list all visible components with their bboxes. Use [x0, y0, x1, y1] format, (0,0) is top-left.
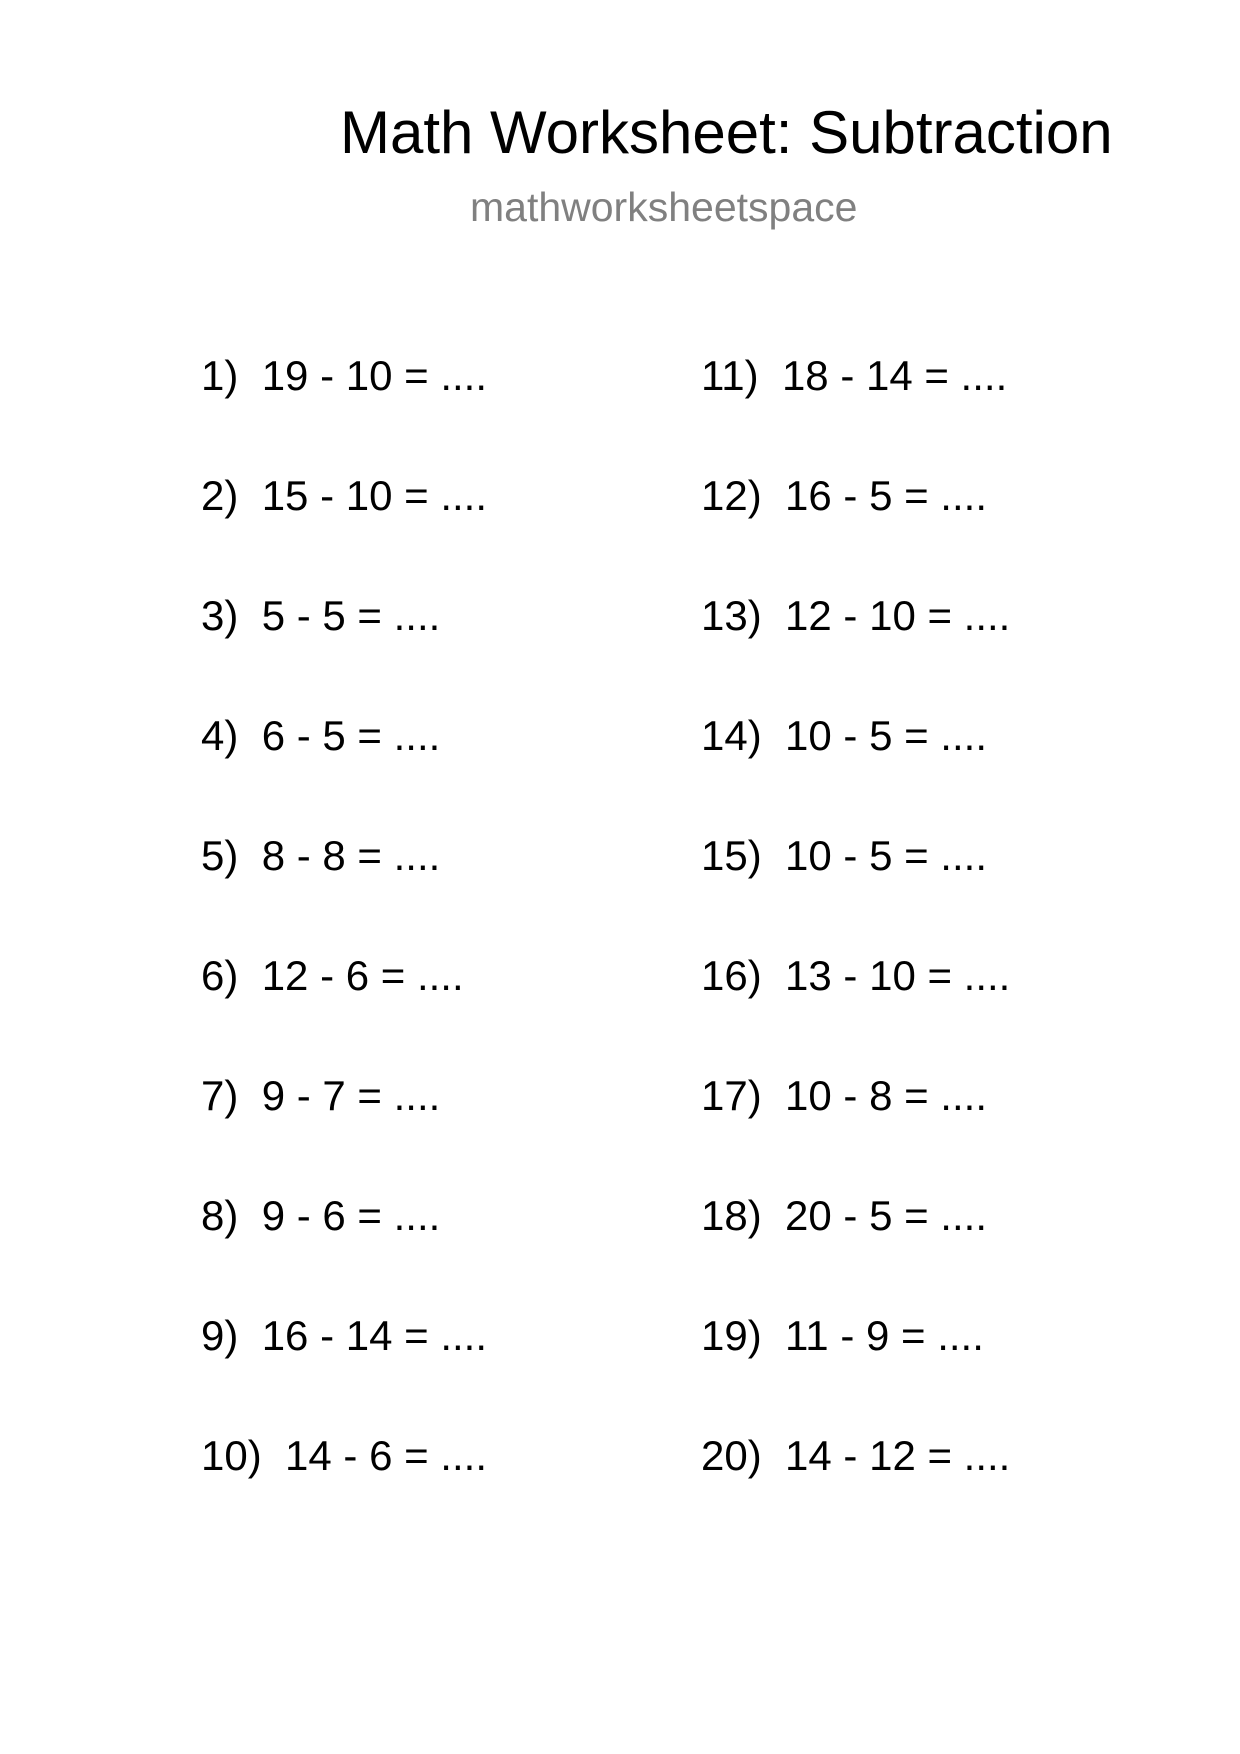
problem-expression: 10 - 8 = ....: [785, 1072, 987, 1119]
problem-item: [701, 1311, 1010, 1431]
problem-item: [201, 1071, 487, 1191]
problem-number: 15): [701, 832, 762, 879]
problem-item: [201, 471, 487, 591]
problem-number: 11): [701, 352, 759, 399]
problem-number: 10): [201, 1432, 262, 1479]
problem-number: 5): [201, 832, 239, 879]
problem-item: [701, 1191, 1010, 1311]
problem-number: 13): [701, 592, 762, 639]
problem-expression: 9 - 7 = ....: [261, 1072, 441, 1119]
problem-number: 3): [201, 592, 239, 639]
problem-number: 20): [701, 1432, 762, 1479]
problem-item: [701, 591, 1010, 711]
problem-number: 1): [201, 352, 239, 399]
problem-expression: 5 - 5 = ....: [261, 592, 441, 639]
problem-number: 6): [201, 952, 239, 999]
problem-expression: 15 - 10 = ....: [261, 472, 488, 519]
problem-expression: 9 - 6 = ....: [261, 1192, 441, 1239]
problem-item: [201, 711, 487, 831]
problem-expression: 16 - 5 = ....: [785, 472, 987, 519]
page-title: Math Worksheet: Subtraction: [340, 99, 1113, 166]
problem-item: [201, 951, 487, 1071]
problem-number: 12): [701, 472, 762, 519]
problem-number: 9): [201, 1312, 239, 1359]
problem-item: [201, 1431, 487, 1551]
problem-expression: 12 - 10 = ....: [785, 592, 1011, 639]
problem-number: 2): [201, 472, 239, 519]
problem-expression: 14 - 6 = ....: [285, 1432, 487, 1479]
problem-expression: 19 - 10 = ....: [261, 352, 488, 399]
problems-column-right: [701, 351, 1010, 1551]
site-subtitle: mathworksheetspace: [470, 184, 858, 230]
problem-item: [201, 591, 487, 711]
problem-expression: 18 - 14 = ....: [781, 352, 1008, 399]
problem-number: 19): [701, 1312, 762, 1359]
problem-item: [701, 711, 1010, 831]
problem-item: [201, 351, 487, 471]
problem-number: 16): [701, 952, 762, 999]
problem-item: [201, 831, 487, 951]
problem-number: 4): [201, 712, 239, 759]
problems-column-left: [201, 351, 487, 1551]
problem-expression: 13 - 10 = ....: [785, 952, 1011, 999]
problem-item: [201, 1311, 487, 1431]
problem-expression: 12 - 6 = ....: [261, 952, 464, 999]
problem-item: [701, 471, 1010, 591]
problem-item: [701, 831, 1010, 951]
problem-item: [701, 1431, 1010, 1551]
problem-number: 7): [201, 1072, 239, 1119]
problem-expression: 10 - 5 = ....: [785, 712, 987, 759]
problem-expression: 20 - 5 = ....: [785, 1192, 987, 1239]
problem-expression: 14 - 12 = ....: [785, 1432, 1011, 1479]
problem-expression: 6 - 5 = ....: [261, 712, 441, 759]
problem-item: [201, 1191, 487, 1311]
problem-item: [701, 951, 1010, 1071]
problem-item: [701, 351, 1010, 471]
problem-expression: 10 - 5 = ....: [785, 832, 987, 879]
problem-expression: 11 - 9 = ....: [785, 1312, 984, 1359]
problem-number: 18): [701, 1192, 762, 1239]
problem-expression: 16 - 14 = ....: [261, 1312, 488, 1359]
problem-number: 17): [701, 1072, 762, 1119]
problem-number: 8): [201, 1192, 239, 1239]
problem-item: [701, 1071, 1010, 1191]
problem-number: 14): [701, 712, 762, 759]
problem-expression: 8 - 8 = ....: [261, 832, 441, 879]
